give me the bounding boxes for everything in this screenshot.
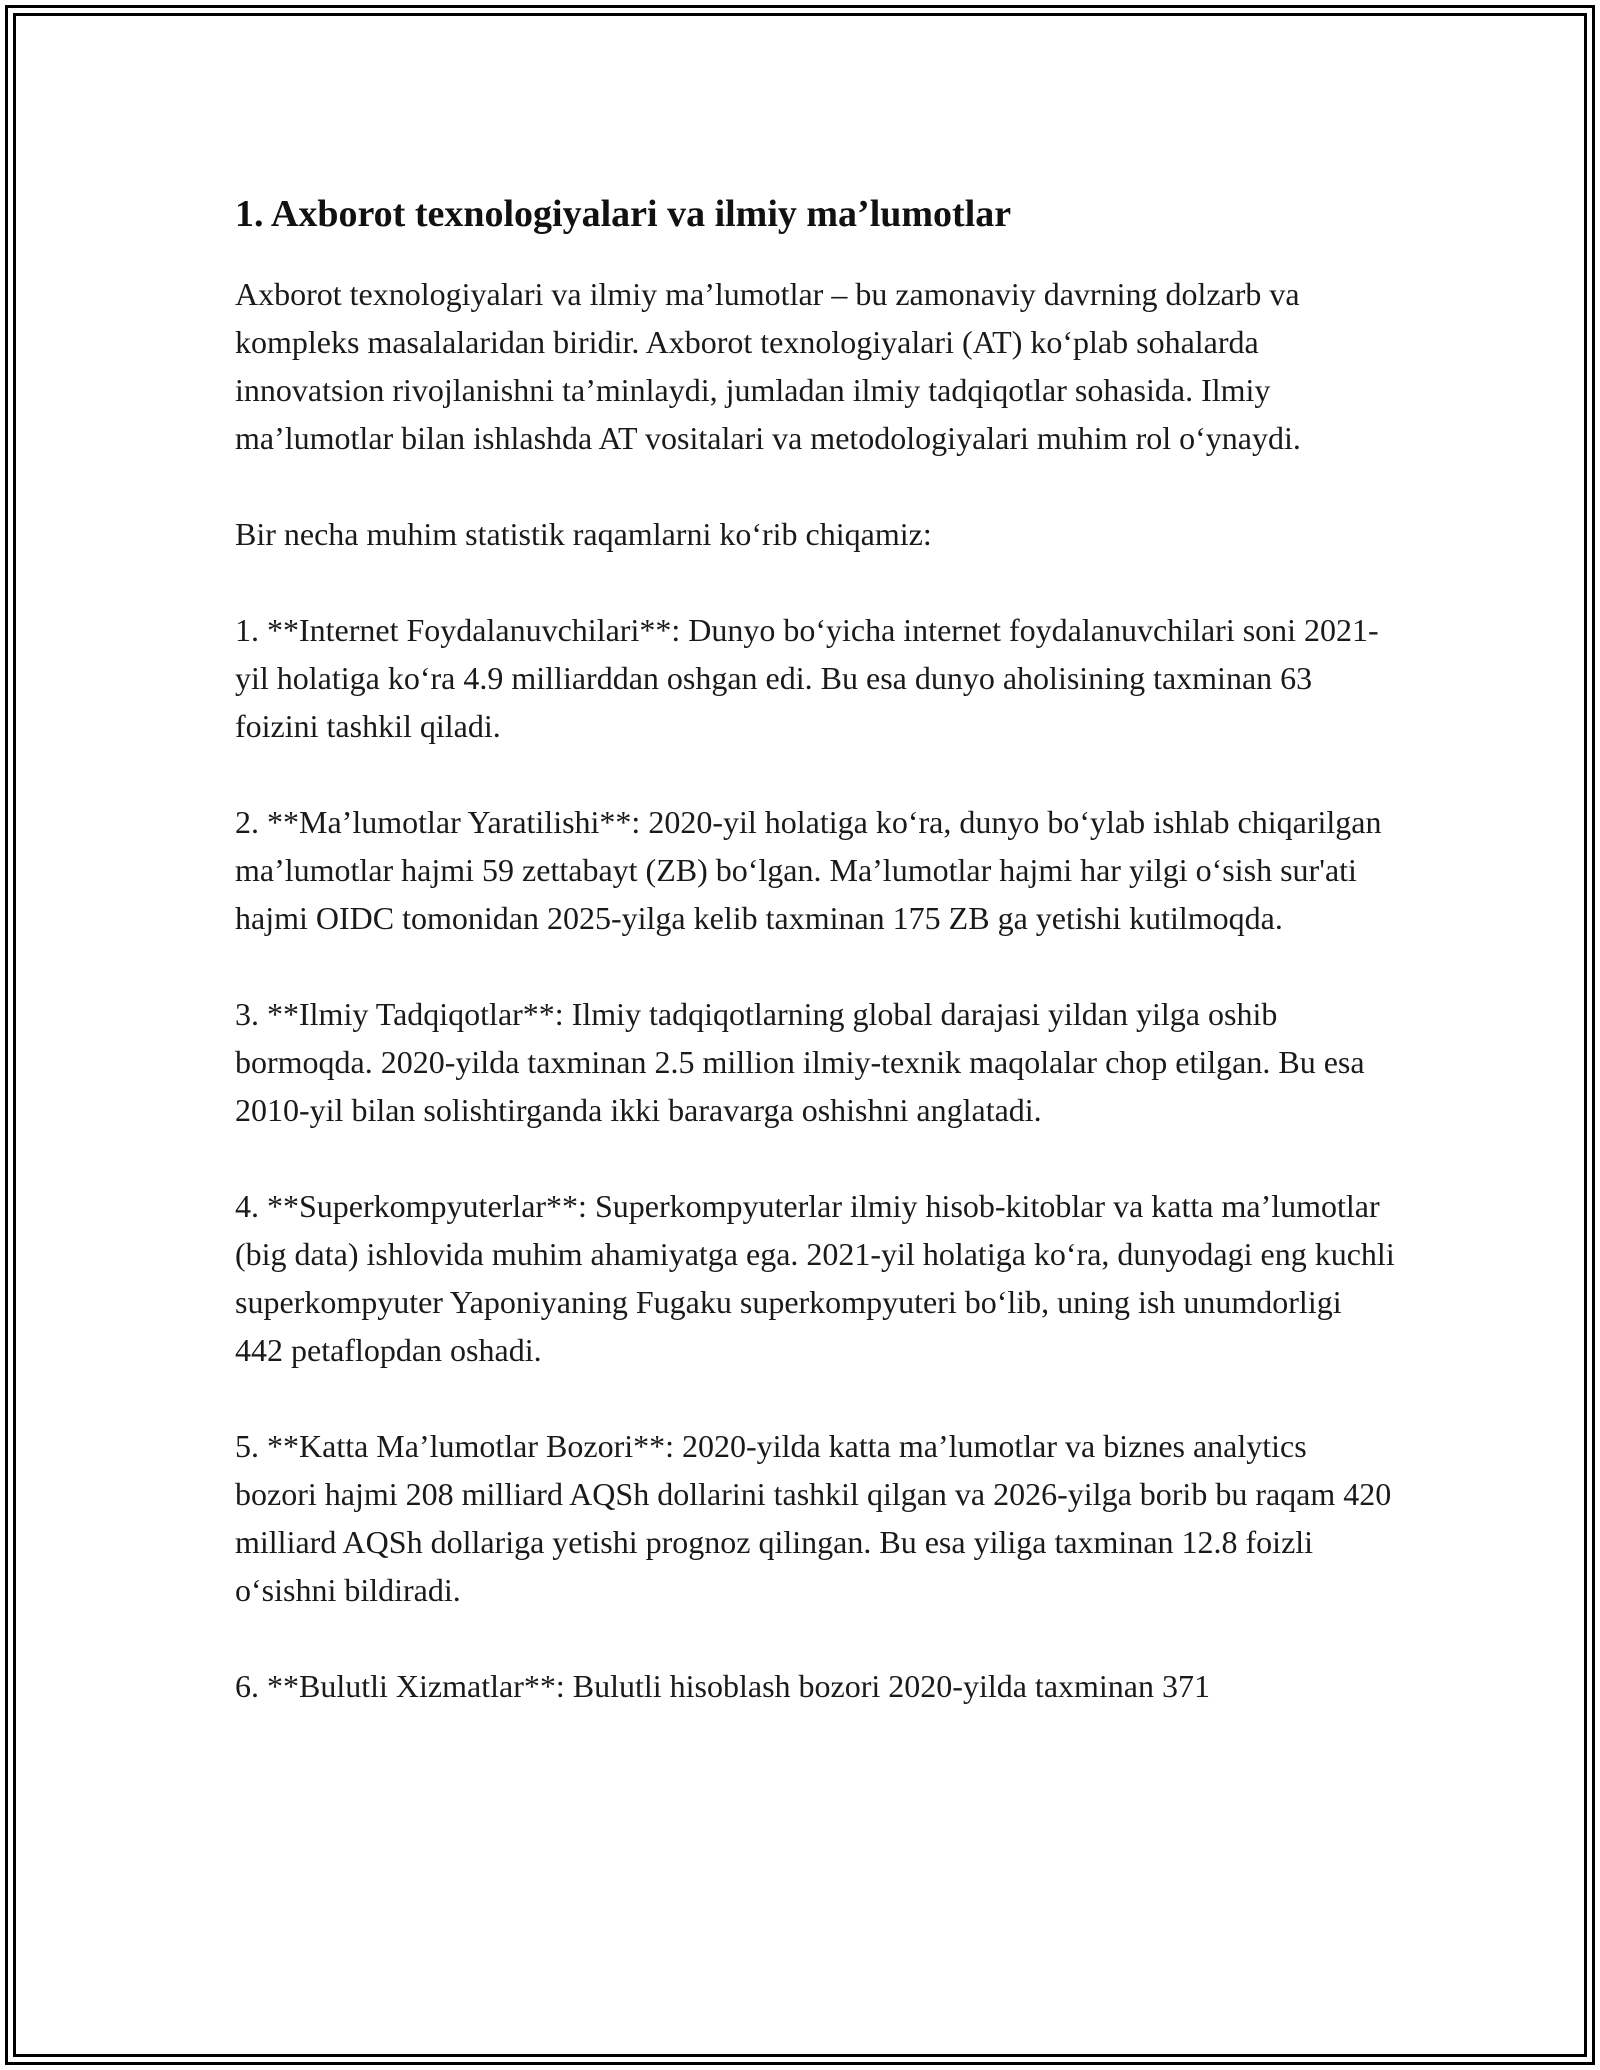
list-item-big-data-market: 5. **Katta Ma’lumotlar Bozori**: 2020-yilda katta ma’lumotlar va biznes analytics bozori hajmi 208 milliard AQSh dollarini tashkil qilgan va 2026-yilga borib bu raqam 420 milliard AQSh dollariga yetishi prognoz qilingan. Bu esa yiliga taxminan 12.8 foizli o‘sishni bildiradi. bbox=[235, 1428, 1392, 1608]
list-item-scientific-research: 3. **Ilmiy Tadqiqotlar**: Ilmiy tadqiqotlarning global darajasi yildan yilga oshib bormoqda. 2020-yilda taxminan 2.5 million ilmiy-texnik maqolalar chop etilgan. Bu esa 2010-yil bilan solishtirganda ikki baravarga oshishni anglatadi. bbox=[235, 996, 1365, 1128]
list-item-cloud-services: 6. **Bulutli Xizmatlar**: Bulutli hisoblash bozori 2020-yilda taxminan 371 bbox=[235, 1668, 1210, 1704]
document-title: 1. Axborot texnologiyalari va ilmiy ma’lumotlar bbox=[235, 193, 1012, 235]
list-item-internet-users: 1. **Internet Foydalanuvchilari**: Dunyo bo‘yicha internet foydalanuvchilari soni 2021-yil holatiga ko‘ra 4.9 milliarddan oshgan edi. Bu esa dunyo aholisining taxminan 63 foizini tashkil qiladi. bbox=[235, 612, 1379, 744]
intro-paragraph: Axborot texnologiyalari va ilmiy ma’lumotlar – bu zamonaviy davrning dolzarb va kompleks masalalaridan biridir. Axborot texnologiyalari (AT) ko‘plab sohalarda innovatsion rivojlanishni ta’minlaydi, jumladan ilmiy tadqiqotlar sohasida. Ilmiy ma’lumotlar bilan ishlashda AT vositalari va metodologiyalari muhim rol o‘ynaydi. bbox=[235, 276, 1301, 456]
list-item-data-creation: 2. **Ma’lumotlar Yaratilishi**: 2020-yil holatiga ko‘ra, dunyo bo‘ylab ishlab chiqarilgan ma’lumotlar hajmi 59 zettabayt (ZB) bo‘lgan. Ma’lumotlar hajmi har yilgi o‘sish sur'ati hajmi OIDC tomonidan 2025-yilga kelib taxminan 175 ZB ga yetishi kutilmoqda. bbox=[235, 804, 1382, 936]
document-body bbox=[235, 190, 1395, 1758]
list-item-supercomputers: 4. **Superkompyuterlar**: Superkompyuterlar ilmiy hisob-kitoblar va katta ma’lumotlar (big data) ishlovida muhim ahamiyatga ega. 2021-yil holatiga ko‘ra, dunyodagi eng kuchli superkompyuter Yaponiyaning Fugaku superkompyuteri bo‘lib, uning ish unumdorligi 442 petaflopdan oshadi. bbox=[235, 1188, 1395, 1368]
statistics-lead-paragraph: Bir necha muhim statistik raqamlarni ko‘rib chiqamiz: bbox=[235, 516, 932, 552]
